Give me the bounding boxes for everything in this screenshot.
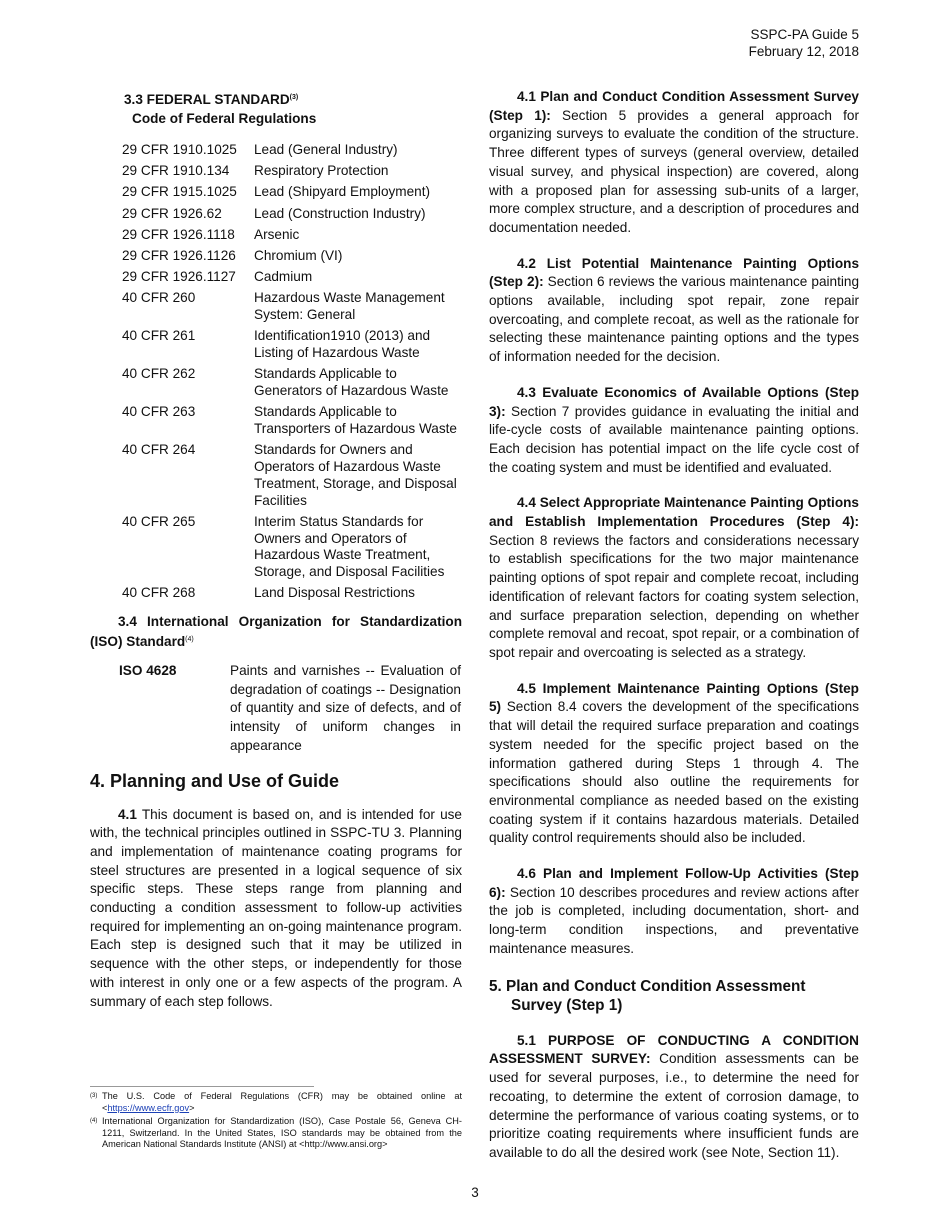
cfr-row	[122, 404, 459, 442]
cfr-description: Standards Applicable to Transporters of Hazardous Waste	[254, 404, 457, 437]
page-header	[749, 26, 859, 60]
cfr-row	[122, 184, 459, 205]
section-3-4-footnote-ref: (4)	[185, 636, 194, 644]
section-3-3-title: 3.3 FEDERAL STANDARD	[124, 92, 290, 107]
step-label: 4.3 Evaluate Economics of Available Options (Step 3):	[489, 384, 859, 419]
section-3-3	[124, 88, 462, 128]
cfr-code: 29 CFR 1926.1126	[122, 247, 236, 263]
cfr-description: Arsenic	[254, 226, 300, 242]
section-3-4	[90, 613, 462, 652]
footnote-3	[90, 1091, 462, 1114]
section-5-heading-line2: Survey (Step 1)	[511, 997, 623, 1015]
iso-description: Paints and varnishes -- Evaluation of degradation of coatings -- Designation of quantity and size of defects, and of intensity of uniform changes in appearance	[230, 663, 461, 753]
footnote-4	[90, 1116, 462, 1151]
doc-id: SSPC-PA Guide 5	[750, 27, 859, 42]
step-label: 4.5 Implement Maintenance Painting Options (Step 5)	[489, 680, 859, 715]
cfr-code: 29 CFR 1926.1127	[122, 269, 236, 285]
cfr-row	[122, 142, 459, 163]
step-label: 4.1 Plan and Conduct Condition Assessment Survey (Step 1):	[489, 89, 859, 123]
cfr-row	[122, 585, 459, 606]
cfr-description: Lead (General Industry)	[254, 142, 398, 157]
step-text: Section 8.4 covers the development of the specifications that will detail the required surface preparation and coatings system needed for the specific project based on the information gathered during Steps 1 through 4. The specifications should also outline the requirements for environmental compliance as needed based on the existing coating system if it contains hazardous materials. Detailed quality control requirements should also be included.	[489, 699, 859, 846]
step-paragraph	[489, 865, 859, 959]
footnote-3-mark: (3)	[90, 1093, 98, 1099]
footnote-3-text: The U.S. Code of Federal Regulations (CFR) may be obtained online at <	[102, 1091, 462, 1113]
section-3-3-footnote-ref: (3)	[289, 94, 299, 101]
step-text: Section 8 reviews the factors and considerations necessary to establish specifications for the two major maintenance painting options of spot repair and complete recoat, including identification of relevant factors for coating system selection, and surface preparation selection, depending on whether complete removal and recoat, spot repair, or a combination of spot repair and overcoating is selected as a strategy.	[489, 532, 859, 660]
cfr-row	[122, 163, 459, 184]
cfr-row	[122, 269, 459, 290]
section-3-3-subtitle: Code of Federal Regulations	[132, 111, 317, 126]
step-label: 4.6 Plan and Implement Follow-Up Activities (Step 6):	[489, 866, 859, 900]
cfr-description: Interim Status Standards for Owners and Operators of Hazardous Waste Treatment, Storage, and Disposal Facilities	[254, 513, 445, 580]
section-4-heading: 4. Planning and Use of Guide	[90, 770, 340, 791]
ecfr-link[interactable]: https://www.ecfr.gov	[107, 1102, 190, 1113]
left-column	[90, 88, 462, 1011]
paragraph-4-1	[90, 806, 462, 1012]
cfr-code: 29 CFR 1915.1025	[122, 184, 237, 200]
right-column	[489, 88, 859, 1163]
footnote-3-end: >	[189, 1102, 195, 1113]
paragraph-5-1-text: Condition assessments can be used for several purposes, i.e., to determine the need for recoating, to determine the extent of corrosion damage, to determine the performance of various coating systems, or to prioritize coating requirements where insufficient funds are available to do all the desired work (see Note, Section 11).	[489, 1051, 859, 1160]
step-label: 4.2 List Potential Maintenance Painting Options (Step 2):	[489, 255, 859, 290]
cfr-row	[122, 290, 459, 328]
step-text: Section 10 describes procedures and review actions after the job is completed, including documentation, short- and long-term condition inspections, and preventative maintenance measures.	[489, 884, 859, 956]
step-paragraph	[489, 88, 859, 238]
section-5-heading-line1: 5. Plan and Conduct Condition Assessment	[489, 977, 806, 995]
step-paragraph	[489, 680, 859, 848]
section-5-heading	[489, 977, 859, 1016]
step-label: 4.4 Select Appropriate Maintenance Painting Options and Establish Implementation Procedures (Step 4):	[489, 495, 859, 530]
step-text: Section 5 provides a general approach for organizing surveys to evaluate the condition of the structure. Three different types of surveys (general overview, detailed visual survey, and physical inspection) are covered, along with a proposed plan for assessing sub-units of a larger, more complex structure, and a description of procedures and documentation needed.	[489, 107, 859, 235]
iso-code: ISO 4628	[119, 663, 177, 678]
cfr-code: 40 CFR 265	[122, 513, 196, 529]
cfr-code: 29 CFR 1926.1118	[122, 226, 235, 242]
cfr-description: Lead (Construction Industry)	[254, 205, 426, 221]
cfr-code: 29 CFR 1910.1025	[122, 142, 237, 157]
steps-list	[489, 88, 859, 959]
page-number: 3	[471, 1185, 479, 1200]
cfr-row	[122, 442, 459, 514]
step-paragraph	[489, 384, 859, 478]
cfr-row	[122, 328, 459, 366]
paragraph-4-1-text: This document is based on, and is intended for use with, the technical principles outlined in SSPC-TU 3. Planning and implementation of maintenance coating programs for steel structures are presented in a logical sequence of six specific steps. These steps range from planning and conducting a condition assessment to follow-up activities required for implementing an on-going maintenance program. Each step is designed such that it may be utilized in sequence with the other steps, or independently for those with interest in only one or a few aspects of the program. A summary of each step follows.	[90, 806, 462, 1009]
step-text: Section 7 provides guidance in evaluating the initial and life-cycle costs of available maintenance painting options. Each decision has potential impact on the life cycle cost of the coating system and must be identified and evaluated.	[489, 403, 859, 475]
cfr-code: 40 CFR 262	[122, 366, 196, 382]
cfr-description: Identification1910 (2013) and Listing of Hazardous Waste	[254, 328, 431, 361]
cfr-description: Respiratory Protection	[254, 163, 389, 179]
cfr-code: 40 CFR 264	[122, 442, 196, 458]
cfr-code: 29 CFR 1910.134	[122, 163, 230, 179]
paragraph-5-1	[489, 1032, 859, 1163]
doc-date: February 12, 2018	[748, 44, 859, 59]
cfr-description: Lead (Shipyard Employment)	[254, 184, 431, 200]
cfr-row	[122, 248, 459, 269]
section-3-4-title: 3.4 International Organization for Standardization (ISO) Standard	[90, 613, 462, 650]
footnote-4-text: International Organization for Standardization (ISO), Case Postale 56, Geneva CH-1211, Switzerland. In the United States, ISO standards may be obtained from the American National Standards Institute (ANSI) at <http://www.ansi.org>	[102, 1116, 462, 1150]
cfr-row	[122, 227, 459, 248]
cfr-description: Cadmium	[254, 269, 313, 285]
cfr-description: Land Disposal Restrictions	[254, 585, 415, 601]
cfr-description: Standards for Owners and Operators of Hazardous Waste Treatment, Storage, and Disposal Facilities	[254, 442, 457, 508]
cfr-description: Chromium (VI)	[254, 247, 343, 263]
paragraph-5-1-label: 5.1 PURPOSE OF CONDUCTING A CONDITION ASSESSMENT SURVEY:	[489, 1032, 859, 1067]
cfr-row	[122, 206, 459, 227]
cfr-code: 40 CFR 268	[122, 585, 196, 601]
cfr-description: Hazardous Waste Management System: General	[254, 290, 445, 323]
footnote-4-mark: (4)	[90, 1118, 98, 1125]
cfr-row	[122, 366, 459, 404]
footnote-divider	[90, 1086, 314, 1087]
cfr-description: Standards Applicable to Generators of Hazardous Waste	[254, 366, 449, 399]
step-paragraph	[489, 255, 859, 367]
cfr-code: 40 CFR 261	[122, 328, 196, 344]
iso-entry	[119, 662, 462, 756]
paragraph-4-1-label: 4.1	[118, 806, 137, 822]
cfr-row	[122, 514, 459, 586]
cfr-code: 40 CFR 260	[122, 290, 196, 306]
cfr-code: 40 CFR 263	[122, 404, 196, 420]
cfr-code: 29 CFR 1926.62	[122, 205, 222, 221]
step-paragraph	[489, 494, 859, 662]
footnotes	[90, 1091, 462, 1153]
cfr-table	[122, 142, 459, 607]
step-text: Section 6 reviews the various maintenance painting options available, including spot repair, zone repair overcoating, and complete recoat, as well as the rationale for selecting these maintenance painting options and the types of information needed for the decision.	[489, 274, 860, 365]
